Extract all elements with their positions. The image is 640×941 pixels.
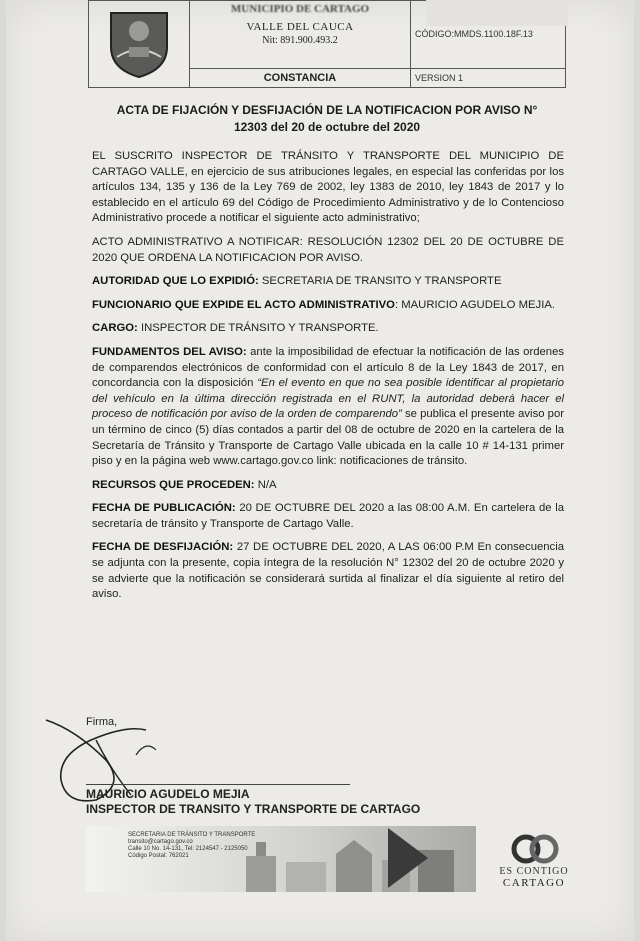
- municipality-cell: [190, 1, 411, 69]
- recursos-value: N/A: [254, 478, 277, 491]
- cargo-value: INSPECTOR DE TRÁNSITO Y TRANSPORTE.: [137, 322, 379, 335]
- footer-line-4: Código Postal: 762021: [128, 853, 189, 859]
- title-line-1: ACTA DE FIJACIÓN Y DESFIJACIÓN DE LA NOTIFICACION POR AVISO N°: [116, 103, 538, 117]
- redaction-mark: [426, 0, 568, 26]
- fundamentos-part-2: se publica el presente aviso por un término de cinco (5) días contados a partir del 08 de octubre de 2020 en la cartelera de la Secretaría de Tránsito y Transporte de Cartago Valle ubicada en la calle 10 # 14-131 primer piso y en la página web www.cartago.gov.co link: notificaciones de tránsito.: [92, 408, 564, 468]
- footer-line-3: Calle 10 No. 14-131, Tel: 2124547 - 2125050: [128, 846, 248, 852]
- document-type: CONSTANCIA: [190, 68, 411, 87]
- city-skyline-icon: [236, 826, 466, 892]
- autoridad-label: AUTORIDAD QUE LO EXPIDIÓ:: [92, 275, 259, 288]
- cargo-label: CARGO:: [92, 322, 138, 335]
- desfijacion-label: FECHA DE DESFIJACIÓN:: [92, 541, 234, 554]
- fundamentos-paragraph: [92, 345, 564, 470]
- intro-paragraph: EL SUSCRITO INSPECTOR DE TRÁNSITO Y TRANSPORTE DEL MUNICIPIO DE CARTAGO VALLE, en ejercicio de sus atribuciones legales, en especial las conferidas por los artículos 134, 135 y 136 de la Ley 769 de 2002, ley 1383 de 2010, ley 1843 de 2017 y lo establecido en el artículo 69 del Código de Procedimiento Administrativo y de lo Contencioso Administrativo procede a notificar el siguiente acto administrativo;: [92, 150, 564, 225]
- municipal-seal-icon: [103, 7, 175, 79]
- signatory-name: MAURICIO AGUDELO MEJIA: [86, 787, 250, 801]
- seal-cell: [89, 1, 190, 88]
- recursos-label: RECURSOS QUE PROCEDEN:: [92, 478, 255, 491]
- footer-arrow-icon: [388, 828, 428, 888]
- fundamentos-part-1: ante la imposibilidad de efectuar la notificación de las ordenes de comparendos electrónicos de conformidad con el artículo 8 de la Ley 1843 de 2017, en concordancia con la disposición: [92, 345, 564, 390]
- cartago-logo: [494, 832, 574, 892]
- logo-bottom-text: CARTAGO: [502, 877, 566, 889]
- municipality-name: MUNICIPIO DE CARTAGO: [230, 3, 370, 15]
- title-line-2: 12303 del 20 de octubre del 2020: [233, 120, 421, 134]
- signatory-block: [86, 787, 420, 817]
- logo-top-text: ES CONTIGO: [499, 866, 569, 877]
- autoridad-paragraph: [92, 274, 564, 290]
- acto-paragraph: ACTO ADMINISTRATIVO A NOTIFICAR: RESOLUCIÓN 12302 DEL 20 DE OCTUBRE DE 2020 QUE ORDENA LA NOTIFICACION POR AVISO.: [92, 235, 564, 264]
- signatory-role: INSPECTOR DE TRANSITO Y TRANSPORTE DE CARTAGO: [86, 802, 421, 816]
- recursos-paragraph: [92, 478, 564, 494]
- document-title: [92, 102, 562, 136]
- desfijacion-paragraph: [92, 540, 564, 602]
- footer-line-1: SECRETARIA DE TRÁNSITO Y TRANSPORTE: [128, 832, 256, 838]
- document-page: [6, 0, 634, 941]
- autoridad-value: SECRETARIA DE TRANSITO Y TRANSPORTE: [258, 275, 502, 288]
- fundamentos-label: FUNDAMENTOS DEL AVISO:: [92, 345, 247, 358]
- funcionario-paragraph: [92, 298, 564, 314]
- publicacion-paragraph: [92, 501, 564, 532]
- department-name: VALLE DEL CAUCA: [246, 21, 354, 33]
- funcionario-label: FUNCIONARIO QUE EXPIDE EL ACTO ADMINISTRATIVO: [92, 298, 395, 311]
- document-code: CÓDIGO:MMDS.1100.18F.13: [411, 1, 566, 69]
- funcionario-value: : MAURICIO AGUDELO MEJIA.: [394, 298, 556, 311]
- desfijacion-value: 27 DE OCTUBRE DEL 2020, A LAS 06:00 P.M En consecuencia se adjunta con la presente, copia íntegra de la resolución N° 12302 del 20 de octubre 2020 y se advierte que la notificación se considerará surtida al finalizar el día siguiente al retiro del aviso.: [92, 541, 564, 601]
- fundamentos-quote: “En el evento en que no sea posible identificar al propietario del vehículo en la última dirección registrada en el RUNT, la autoridad deberá hacer el proceso de notificación por aviso de la orden de comparendo”: [92, 377, 564, 421]
- cargo-paragraph: [92, 321, 564, 337]
- document-body: [92, 149, 564, 611]
- publicacion-value: 20 DE OCTUBRE DEL 2020 a las 08:00 A.M. En cartelera de la secretaría de tránsito y Transporte de Cartago Valle.: [92, 502, 564, 530]
- publicacion-label: FECHA DE PUBLICACIÓN:: [92, 502, 236, 515]
- document-version: VERSION 1: [411, 68, 566, 87]
- firma-label: Firma,: [86, 716, 118, 728]
- cartago-logo-icon: [504, 834, 564, 864]
- nit-number: Nit: 891.900.493.2: [262, 35, 338, 46]
- signature-line: [86, 784, 350, 785]
- footer-line-2: transito@cartago.gov.co: [128, 839, 193, 845]
